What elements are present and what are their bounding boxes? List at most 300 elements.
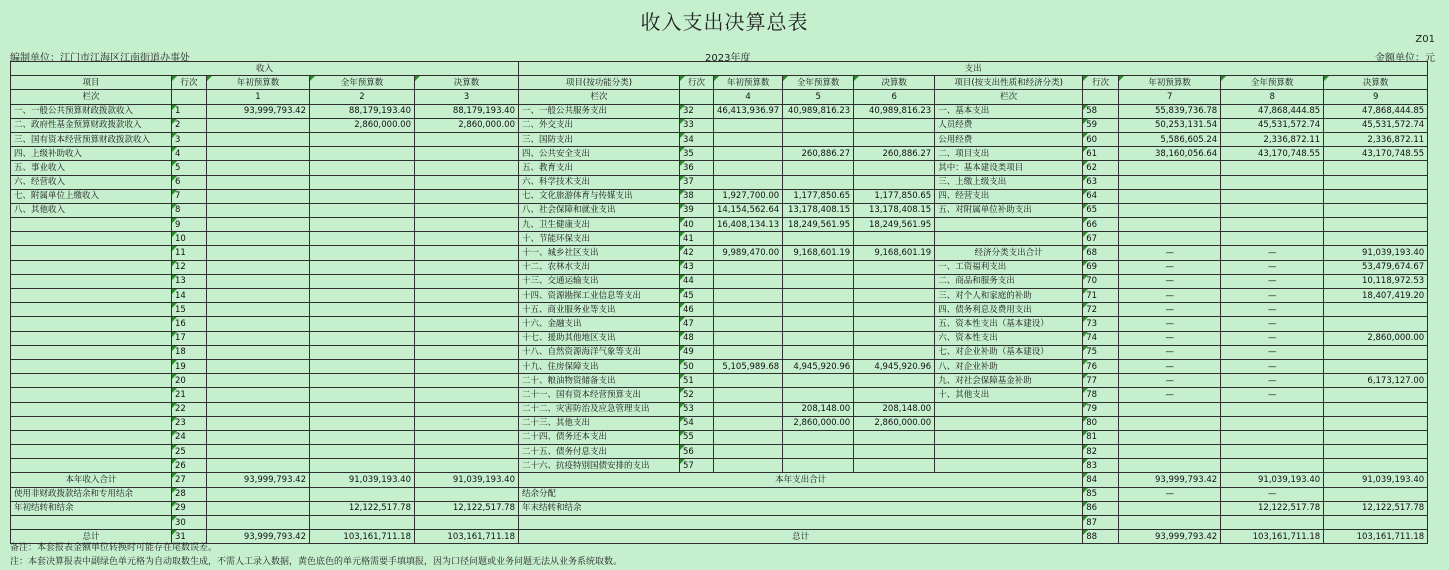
- econ-full-budget-cell[interactable]: [1221, 430, 1324, 444]
- functional-item-cell[interactable]: 一、一般公共服务支出: [519, 104, 680, 118]
- row-no-cell[interactable]: 87: [1083, 516, 1119, 530]
- row-no-cell[interactable]: 18: [172, 345, 207, 359]
- income-item-cell[interactable]: [11, 331, 172, 345]
- func-initial-budget-cell[interactable]: [714, 345, 783, 359]
- row-no-cell[interactable]: 27: [172, 473, 207, 487]
- income-full-budget-cell[interactable]: [310, 487, 415, 501]
- income-initial-budget-cell[interactable]: 93,999,793.42: [207, 530, 310, 544]
- row-no-cell[interactable]: 72: [1083, 303, 1119, 317]
- income-initial-budget-cell[interactable]: [207, 260, 310, 274]
- row-no-cell[interactable]: 46: [680, 303, 714, 317]
- income-item-cell[interactable]: [11, 317, 172, 331]
- income-initial-budget-cell[interactable]: [207, 331, 310, 345]
- income-summary-item-cell[interactable]: 使用非财政拨款结余和专用结余: [11, 487, 172, 501]
- income-initial-budget-cell[interactable]: [207, 416, 310, 430]
- func-final-cell[interactable]: [854, 459, 935, 473]
- income-full-budget-cell[interactable]: 12,122,517.78: [310, 501, 415, 515]
- econ-final-cell[interactable]: 10,118,972.53: [1324, 274, 1428, 288]
- econ-final-cell[interactable]: [1324, 402, 1428, 416]
- economic-item-cell[interactable]: 其中：基本建设类项目: [935, 161, 1083, 175]
- func-initial-budget-cell[interactable]: [714, 118, 783, 132]
- row-no-cell[interactable]: 70: [1083, 274, 1119, 288]
- func-initial-budget-cell[interactable]: [714, 147, 783, 161]
- econ-final-cell[interactable]: [1324, 161, 1428, 175]
- func-full-budget-cell[interactable]: [783, 161, 854, 175]
- econ-full-budget-cell[interactable]: 2,336,872.11: [1221, 132, 1324, 146]
- row-no-cell[interactable]: 76: [1083, 359, 1119, 373]
- econ-full-budget-cell[interactable]: [1221, 445, 1324, 459]
- econ-initial-budget-cell[interactable]: 55,839,736.78: [1119, 104, 1221, 118]
- income-final-cell[interactable]: 103,161,711.18: [415, 530, 519, 544]
- row-no-cell[interactable]: 65: [1083, 203, 1119, 217]
- row-no-cell[interactable]: 60: [1083, 132, 1119, 146]
- row-no-cell[interactable]: 62: [1083, 161, 1119, 175]
- func-full-budget-cell[interactable]: [783, 303, 854, 317]
- income-initial-budget-cell[interactable]: [207, 175, 310, 189]
- row-no-cell[interactable]: 88: [1083, 530, 1119, 544]
- econ-initial-budget-cell[interactable]: [1119, 218, 1221, 232]
- func-initial-budget-cell[interactable]: [714, 388, 783, 402]
- income-initial-budget-cell[interactable]: [207, 388, 310, 402]
- functional-item-cell[interactable]: 十八、自然资源海洋气象等支出: [519, 345, 680, 359]
- income-final-cell[interactable]: [415, 445, 519, 459]
- row-no-cell[interactable]: 10: [172, 232, 207, 246]
- row-no-cell[interactable]: 25: [172, 445, 207, 459]
- econ-full-budget-cell[interactable]: —: [1221, 289, 1324, 303]
- income-full-budget-cell[interactable]: [310, 274, 415, 288]
- econ-initial-budget-cell[interactable]: 93,999,793.42: [1119, 530, 1221, 544]
- income-final-cell[interactable]: [415, 274, 519, 288]
- row-no-cell[interactable]: 48: [680, 331, 714, 345]
- func-final-cell[interactable]: [854, 345, 935, 359]
- functional-item-cell[interactable]: 十七、援助其他地区支出: [519, 331, 680, 345]
- func-final-cell[interactable]: [854, 118, 935, 132]
- func-final-cell[interactable]: [854, 289, 935, 303]
- econ-final-cell[interactable]: 91,039,193.40: [1324, 246, 1428, 260]
- income-final-cell[interactable]: [415, 161, 519, 175]
- econ-full-budget-cell[interactable]: [1221, 218, 1324, 232]
- econ-full-budget-cell[interactable]: —: [1221, 317, 1324, 331]
- row-no-cell[interactable]: 45: [680, 289, 714, 303]
- func-full-budget-cell[interactable]: [783, 175, 854, 189]
- func-initial-budget-cell[interactable]: [714, 132, 783, 146]
- row-no-cell[interactable]: 51: [680, 374, 714, 388]
- func-full-budget-cell[interactable]: 13,178,408.15: [783, 203, 854, 217]
- income-summary-item-cell[interactable]: 本年收入合计: [11, 473, 172, 487]
- income-initial-budget-cell[interactable]: [207, 189, 310, 203]
- income-item-cell[interactable]: [11, 246, 172, 260]
- functional-item-cell[interactable]: 二十四、债务还本支出: [519, 430, 680, 444]
- func-initial-budget-cell[interactable]: [714, 303, 783, 317]
- functional-item-cell[interactable]: 二十二、灾害防治及应急管理支出: [519, 402, 680, 416]
- func-full-budget-cell[interactable]: [783, 374, 854, 388]
- func-initial-budget-cell[interactable]: [714, 289, 783, 303]
- economic-item-cell[interactable]: [935, 430, 1083, 444]
- econ-initial-budget-cell[interactable]: —: [1119, 388, 1221, 402]
- func-initial-budget-cell[interactable]: 46,413,936.97: [714, 104, 783, 118]
- economic-item-cell[interactable]: 公用经费: [935, 132, 1083, 146]
- econ-final-cell[interactable]: [1324, 416, 1428, 430]
- income-item-cell[interactable]: 五、事业收入: [11, 161, 172, 175]
- economic-item-cell[interactable]: 三、上缴上级支出: [935, 175, 1083, 189]
- economic-item-cell[interactable]: 经济分类支出合计: [935, 246, 1083, 260]
- econ-initial-budget-cell[interactable]: —: [1119, 274, 1221, 288]
- econ-initial-budget-cell[interactable]: [1119, 161, 1221, 175]
- functional-item-cell[interactable]: 十五、商业服务业等支出: [519, 303, 680, 317]
- row-no-cell[interactable]: 69: [1083, 260, 1119, 274]
- income-final-cell[interactable]: [415, 203, 519, 217]
- econ-full-budget-cell[interactable]: [1221, 232, 1324, 246]
- income-item-cell[interactable]: [11, 374, 172, 388]
- econ-final-cell[interactable]: 103,161,711.18: [1324, 530, 1428, 544]
- func-initial-budget-cell[interactable]: [714, 232, 783, 246]
- econ-full-budget-cell[interactable]: —: [1221, 345, 1324, 359]
- econ-initial-budget-cell[interactable]: 50,253,131.54: [1119, 118, 1221, 132]
- econ-final-cell[interactable]: [1324, 203, 1428, 217]
- row-no-cell[interactable]: 8: [172, 203, 207, 217]
- econ-final-cell[interactable]: [1324, 317, 1428, 331]
- func-full-budget-cell[interactable]: [783, 118, 854, 132]
- row-no-cell[interactable]: 75: [1083, 345, 1119, 359]
- func-full-budget-cell[interactable]: [783, 132, 854, 146]
- income-final-cell[interactable]: 12,122,517.78: [415, 501, 519, 515]
- expense-summary-item-cell[interactable]: 本年支出合计: [519, 473, 1083, 487]
- econ-initial-budget-cell[interactable]: —: [1119, 260, 1221, 274]
- functional-item-cell[interactable]: 九、卫生健康支出: [519, 218, 680, 232]
- row-no-cell[interactable]: 43: [680, 260, 714, 274]
- row-no-cell[interactable]: 37: [680, 175, 714, 189]
- income-initial-budget-cell[interactable]: [207, 516, 310, 530]
- functional-item-cell[interactable]: 十九、住房保障支出: [519, 359, 680, 373]
- expense-summary-item-cell[interactable]: [519, 516, 1083, 530]
- income-full-budget-cell[interactable]: 91,039,193.40: [310, 473, 415, 487]
- econ-initial-budget-cell[interactable]: —: [1119, 317, 1221, 331]
- income-full-budget-cell[interactable]: [310, 374, 415, 388]
- row-no-cell[interactable]: 84: [1083, 473, 1119, 487]
- row-no-cell[interactable]: 61: [1083, 147, 1119, 161]
- income-initial-budget-cell[interactable]: [207, 161, 310, 175]
- income-final-cell[interactable]: [415, 430, 519, 444]
- income-initial-budget-cell[interactable]: [207, 118, 310, 132]
- econ-final-cell[interactable]: [1324, 303, 1428, 317]
- func-final-cell[interactable]: [854, 388, 935, 402]
- income-final-cell[interactable]: [415, 289, 519, 303]
- row-no-cell[interactable]: 16: [172, 317, 207, 331]
- econ-initial-budget-cell[interactable]: [1119, 232, 1221, 246]
- row-no-cell[interactable]: 56: [680, 445, 714, 459]
- row-no-cell[interactable]: 41: [680, 232, 714, 246]
- func-final-cell[interactable]: 208,148.00: [854, 402, 935, 416]
- econ-full-budget-cell[interactable]: [1221, 203, 1324, 217]
- row-no-cell[interactable]: 12: [172, 260, 207, 274]
- econ-final-cell[interactable]: [1324, 345, 1428, 359]
- functional-item-cell[interactable]: 四、公共安全支出: [519, 147, 680, 161]
- func-initial-budget-cell[interactable]: 1,927,700.00: [714, 189, 783, 203]
- econ-final-cell[interactable]: [1324, 189, 1428, 203]
- func-full-budget-cell[interactable]: [783, 232, 854, 246]
- func-final-cell[interactable]: [854, 303, 935, 317]
- income-summary-item-cell[interactable]: 总计: [11, 530, 172, 544]
- income-full-budget-cell[interactable]: [310, 203, 415, 217]
- functional-item-cell[interactable]: 十四、资源勘探工业信息等支出: [519, 289, 680, 303]
- income-final-cell[interactable]: [415, 487, 519, 501]
- row-no-cell[interactable]: 29: [172, 501, 207, 515]
- func-initial-budget-cell[interactable]: 14,154,562.64: [714, 203, 783, 217]
- econ-final-cell[interactable]: [1324, 388, 1428, 402]
- econ-full-budget-cell[interactable]: —: [1221, 374, 1324, 388]
- income-initial-budget-cell[interactable]: [207, 274, 310, 288]
- func-initial-budget-cell[interactable]: 9,989,470.00: [714, 246, 783, 260]
- income-initial-budget-cell[interactable]: [207, 317, 310, 331]
- row-no-cell[interactable]: 63: [1083, 175, 1119, 189]
- row-no-cell[interactable]: 38: [680, 189, 714, 203]
- income-final-cell[interactable]: [415, 388, 519, 402]
- income-final-cell[interactable]: [415, 516, 519, 530]
- func-initial-budget-cell[interactable]: 5,105,989.68: [714, 359, 783, 373]
- func-full-budget-cell[interactable]: 2,860,000.00: [783, 416, 854, 430]
- income-item-cell[interactable]: [11, 345, 172, 359]
- row-no-cell[interactable]: 85: [1083, 487, 1119, 501]
- income-initial-budget-cell[interactable]: [207, 218, 310, 232]
- econ-full-budget-cell[interactable]: [1221, 161, 1324, 175]
- row-no-cell[interactable]: 30: [172, 516, 207, 530]
- income-initial-budget-cell[interactable]: 93,999,793.42: [207, 104, 310, 118]
- income-initial-budget-cell[interactable]: [207, 203, 310, 217]
- econ-final-cell[interactable]: 12,122,517.78: [1324, 501, 1428, 515]
- econ-full-budget-cell[interactable]: [1221, 459, 1324, 473]
- row-no-cell[interactable]: 74: [1083, 331, 1119, 345]
- row-no-cell[interactable]: 14: [172, 289, 207, 303]
- func-final-cell[interactable]: [854, 430, 935, 444]
- economic-item-cell[interactable]: 人员经费: [935, 118, 1083, 132]
- economic-item-cell[interactable]: 五、资本性支出（基本建设）: [935, 317, 1083, 331]
- income-full-budget-cell[interactable]: [310, 218, 415, 232]
- func-full-budget-cell[interactable]: 9,168,601.19: [783, 246, 854, 260]
- functional-item-cell[interactable]: 十一、城乡社区支出: [519, 246, 680, 260]
- income-full-budget-cell[interactable]: [310, 189, 415, 203]
- income-full-budget-cell[interactable]: 88,179,193.40: [310, 104, 415, 118]
- econ-final-cell[interactable]: 18,407,419.20: [1324, 289, 1428, 303]
- income-initial-budget-cell[interactable]: [207, 132, 310, 146]
- row-no-cell[interactable]: 54: [680, 416, 714, 430]
- func-initial-budget-cell[interactable]: [714, 374, 783, 388]
- func-full-budget-cell[interactable]: 1,177,850.65: [783, 189, 854, 203]
- econ-final-cell[interactable]: 43,170,748.55: [1324, 147, 1428, 161]
- row-no-cell[interactable]: 22: [172, 402, 207, 416]
- income-full-budget-cell[interactable]: [310, 331, 415, 345]
- row-no-cell[interactable]: 77: [1083, 374, 1119, 388]
- economic-item-cell[interactable]: [935, 445, 1083, 459]
- income-final-cell[interactable]: [415, 402, 519, 416]
- func-full-budget-cell[interactable]: [783, 388, 854, 402]
- functional-item-cell[interactable]: 二十、粮油物资储备支出: [519, 374, 680, 388]
- income-final-cell[interactable]: [415, 260, 519, 274]
- func-final-cell[interactable]: 13,178,408.15: [854, 203, 935, 217]
- income-summary-item-cell[interactable]: [11, 516, 172, 530]
- income-final-cell[interactable]: [415, 246, 519, 260]
- income-item-cell[interactable]: [11, 232, 172, 246]
- income-item-cell[interactable]: 六、经营收入: [11, 175, 172, 189]
- row-no-cell[interactable]: 5: [172, 161, 207, 175]
- func-final-cell[interactable]: 4,945,920.96: [854, 359, 935, 373]
- economic-item-cell[interactable]: 九、对社会保障基金补助: [935, 374, 1083, 388]
- econ-full-budget-cell[interactable]: 47,868,444.85: [1221, 104, 1324, 118]
- row-no-cell[interactable]: 57: [680, 459, 714, 473]
- functional-item-cell[interactable]: 二十一、国有资本经营预算支出: [519, 388, 680, 402]
- row-no-cell[interactable]: 47: [680, 317, 714, 331]
- income-full-budget-cell[interactable]: [310, 161, 415, 175]
- row-no-cell[interactable]: 11: [172, 246, 207, 260]
- functional-item-cell[interactable]: 八、社会保障和就业支出: [519, 203, 680, 217]
- econ-full-budget-cell[interactable]: 103,161,711.18: [1221, 530, 1324, 544]
- income-item-cell[interactable]: 一、一般公共预算财政拨款收入: [11, 104, 172, 118]
- func-final-cell[interactable]: [854, 132, 935, 146]
- func-full-budget-cell[interactable]: 40,989,816.23: [783, 104, 854, 118]
- econ-final-cell[interactable]: 91,039,193.40: [1324, 473, 1428, 487]
- econ-final-cell[interactable]: 2,860,000.00: [1324, 331, 1428, 345]
- income-final-cell[interactable]: [415, 147, 519, 161]
- row-no-cell[interactable]: 20: [172, 374, 207, 388]
- income-full-budget-cell[interactable]: [310, 402, 415, 416]
- row-no-cell[interactable]: 58: [1083, 104, 1119, 118]
- row-no-cell[interactable]: 83: [1083, 459, 1119, 473]
- expense-summary-item-cell[interactable]: 结余分配: [519, 487, 1083, 501]
- economic-item-cell[interactable]: 四、经营支出: [935, 189, 1083, 203]
- econ-full-budget-cell[interactable]: 91,039,193.40: [1221, 473, 1324, 487]
- econ-initial-budget-cell[interactable]: —: [1119, 289, 1221, 303]
- econ-initial-budget-cell[interactable]: —: [1119, 331, 1221, 345]
- income-item-cell[interactable]: 四、上级补助收入: [11, 147, 172, 161]
- income-final-cell[interactable]: [415, 317, 519, 331]
- functional-item-cell[interactable]: 十三、交通运输支出: [519, 274, 680, 288]
- row-no-cell[interactable]: 4: [172, 147, 207, 161]
- economic-item-cell[interactable]: 三、对个人和家庭的补助: [935, 289, 1083, 303]
- row-no-cell[interactable]: 3: [172, 132, 207, 146]
- row-no-cell[interactable]: 33: [680, 118, 714, 132]
- income-item-cell[interactable]: [11, 274, 172, 288]
- income-full-budget-cell[interactable]: [310, 459, 415, 473]
- econ-full-budget-cell[interactable]: [1221, 175, 1324, 189]
- econ-initial-budget-cell[interactable]: [1119, 189, 1221, 203]
- row-no-cell[interactable]: 71: [1083, 289, 1119, 303]
- economic-item-cell[interactable]: 八、对企业补助: [935, 359, 1083, 373]
- income-initial-budget-cell[interactable]: [207, 147, 310, 161]
- row-no-cell[interactable]: 28: [172, 487, 207, 501]
- row-no-cell[interactable]: 31: [172, 530, 207, 544]
- econ-full-budget-cell[interactable]: —: [1221, 274, 1324, 288]
- income-summary-item-cell[interactable]: 年初结转和结余: [11, 501, 172, 515]
- income-full-budget-cell[interactable]: [310, 303, 415, 317]
- row-no-cell[interactable]: 19: [172, 359, 207, 373]
- economic-item-cell[interactable]: 二、项目支出: [935, 147, 1083, 161]
- row-no-cell[interactable]: 66: [1083, 218, 1119, 232]
- econ-initial-budget-cell[interactable]: —: [1119, 303, 1221, 317]
- row-no-cell[interactable]: 23: [172, 416, 207, 430]
- econ-final-cell[interactable]: 47,868,444.85: [1324, 104, 1428, 118]
- expense-summary-item-cell[interactable]: 年末结转和结余: [519, 501, 1083, 515]
- income-full-budget-cell[interactable]: [310, 516, 415, 530]
- economic-item-cell[interactable]: 一、基本支出: [935, 104, 1083, 118]
- functional-item-cell[interactable]: 二十五、债务付息支出: [519, 445, 680, 459]
- econ-final-cell[interactable]: [1324, 232, 1428, 246]
- func-full-budget-cell[interactable]: [783, 345, 854, 359]
- econ-initial-budget-cell[interactable]: [1119, 430, 1221, 444]
- row-no-cell[interactable]: 40: [680, 218, 714, 232]
- func-initial-budget-cell[interactable]: [714, 274, 783, 288]
- row-no-cell[interactable]: 80: [1083, 416, 1119, 430]
- income-full-budget-cell[interactable]: [310, 345, 415, 359]
- econ-initial-budget-cell[interactable]: 93,999,793.42: [1119, 473, 1221, 487]
- row-no-cell[interactable]: 53: [680, 402, 714, 416]
- income-full-budget-cell[interactable]: [310, 416, 415, 430]
- econ-final-cell[interactable]: [1324, 487, 1428, 501]
- row-no-cell[interactable]: 68: [1083, 246, 1119, 260]
- income-final-cell[interactable]: 2,860,000.00: [415, 118, 519, 132]
- econ-full-budget-cell[interactable]: —: [1221, 359, 1324, 373]
- income-final-cell[interactable]: [415, 175, 519, 189]
- econ-final-cell[interactable]: 45,531,572.74: [1324, 118, 1428, 132]
- income-initial-budget-cell[interactable]: [207, 501, 310, 515]
- func-initial-budget-cell[interactable]: 16,408,134.13: [714, 218, 783, 232]
- func-final-cell[interactable]: [854, 260, 935, 274]
- functional-item-cell[interactable]: 二、外交支出: [519, 118, 680, 132]
- functional-item-cell[interactable]: 十、节能环保支出: [519, 232, 680, 246]
- economic-item-cell[interactable]: 七、对企业补助（基本建设）: [935, 345, 1083, 359]
- econ-final-cell[interactable]: [1324, 445, 1428, 459]
- income-item-cell[interactable]: 七、附属单位上缴收入: [11, 189, 172, 203]
- row-no-cell[interactable]: 50: [680, 359, 714, 373]
- econ-full-budget-cell[interactable]: —: [1221, 388, 1324, 402]
- income-item-cell[interactable]: [11, 260, 172, 274]
- income-initial-budget-cell[interactable]: [207, 445, 310, 459]
- economic-item-cell[interactable]: 十、其他支出: [935, 388, 1083, 402]
- econ-initial-budget-cell[interactable]: 5,586,605.24: [1119, 132, 1221, 146]
- economic-item-cell[interactable]: [935, 416, 1083, 430]
- income-full-budget-cell[interactable]: [310, 147, 415, 161]
- income-initial-budget-cell[interactable]: [207, 487, 310, 501]
- income-final-cell[interactable]: [415, 218, 519, 232]
- income-final-cell[interactable]: [415, 303, 519, 317]
- income-full-budget-cell[interactable]: [310, 359, 415, 373]
- income-item-cell[interactable]: [11, 289, 172, 303]
- income-initial-budget-cell[interactable]: 93,999,793.42: [207, 473, 310, 487]
- func-initial-budget-cell[interactable]: [714, 416, 783, 430]
- income-full-budget-cell[interactable]: [310, 430, 415, 444]
- row-no-cell[interactable]: 44: [680, 274, 714, 288]
- income-full-budget-cell[interactable]: [310, 246, 415, 260]
- row-no-cell[interactable]: 78: [1083, 388, 1119, 402]
- income-initial-budget-cell[interactable]: [207, 430, 310, 444]
- func-full-budget-cell[interactable]: [783, 289, 854, 303]
- func-full-budget-cell[interactable]: 208,148.00: [783, 402, 854, 416]
- func-final-cell[interactable]: 18,249,561.95: [854, 218, 935, 232]
- func-full-budget-cell[interactable]: [783, 430, 854, 444]
- func-full-budget-cell[interactable]: [783, 445, 854, 459]
- func-final-cell[interactable]: [854, 374, 935, 388]
- row-no-cell[interactable]: 1: [172, 104, 207, 118]
- row-no-cell[interactable]: 34: [680, 132, 714, 146]
- row-no-cell[interactable]: 64: [1083, 189, 1119, 203]
- income-final-cell[interactable]: 91,039,193.40: [415, 473, 519, 487]
- economic-item-cell[interactable]: 六、资本性支出: [935, 331, 1083, 345]
- income-full-budget-cell[interactable]: [310, 317, 415, 331]
- econ-full-budget-cell[interactable]: [1221, 516, 1324, 530]
- income-initial-budget-cell[interactable]: [207, 246, 310, 260]
- econ-initial-budget-cell[interactable]: [1119, 459, 1221, 473]
- economic-item-cell[interactable]: 二、商品和服务支出: [935, 274, 1083, 288]
- income-final-cell[interactable]: [415, 345, 519, 359]
- income-item-cell[interactable]: [11, 388, 172, 402]
